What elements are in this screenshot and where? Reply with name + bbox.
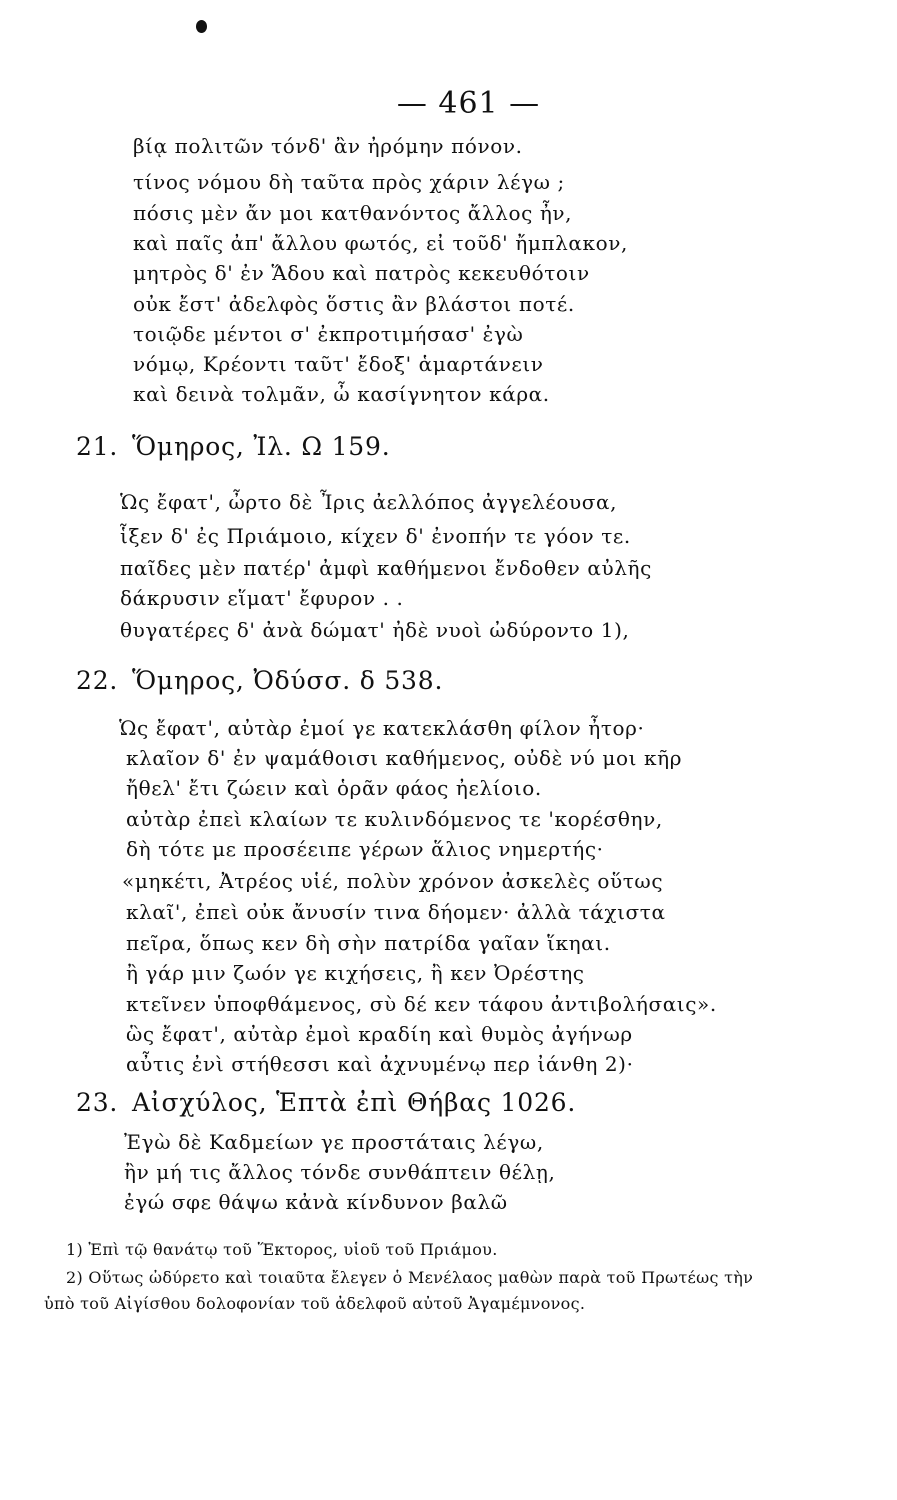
- verse-line: ἤθελ' ἔτι ζώειν καὶ ὁρᾶν φάος ἠελίοιο.: [126, 776, 542, 800]
- verse-line: Ὡς ἔφατ', αὐτὰρ ἐμοί γε κατεκλάσθη φίλον ἦτορ·: [119, 716, 645, 740]
- verse-line: βίᾳ πολιτῶν τόνδ' ἂν ἠρόμην πόνον.: [133, 134, 523, 158]
- verse-line: «μηκέτι, Ἀτρέος υἱέ, πολὺν χρόνον ἀσκελὲς οὕτως: [122, 869, 664, 893]
- verse-line: οὐκ ἔστ' ἀδελφὸς ὅστις ἂν βλάστοι ποτέ.: [133, 292, 575, 316]
- verse-line: κλαῖον δ' ἐν ψαμάθοισι καθήμενος, οὐδὲ νύ μοι κῆρ: [126, 746, 683, 770]
- section-heading-22: [76, 666, 443, 695]
- section-heading-21: [76, 432, 390, 461]
- verse-line: πεῖρα, ὅπως κεν δὴ σὴν πατρίδα γαῖαν ἵκηαι.: [126, 931, 611, 955]
- verse-line: δὴ τότε με προσέειπε γέρων ἅλιος νημερτής·: [126, 837, 604, 861]
- verse-line: καὶ παῖς ἀπ' ἄλλου φωτός, εἰ τοῦδ' ἤμπλακον,: [133, 231, 628, 255]
- section-heading-23: [76, 1088, 576, 1117]
- verse-line: δάκρυσιν εἵματ' ἔφυρον . .: [120, 586, 404, 610]
- verse-line: νόμῳ, Κρέοντι ταῦτ' ἔδοξ' ἁμαρτάνειν: [133, 352, 544, 376]
- footnote-2: 2) Οὕτως ὠδύρετο καὶ τοιαῦτα ἔλεγεν ὁ Μενέλαος μαθὼν παρὰ τοῦ Πρωτέως τὴν: [66, 1268, 754, 1287]
- verse-line: ἢ γάρ μιν ζωόν γε κιχήσεις, ἢ κεν Ὀρέστης: [126, 961, 585, 985]
- verse-line: κλαῖ', ἐπεὶ οὐκ ἄνυσίν τινα δήομεν· ἀλλὰ τάχιστα: [126, 900, 666, 924]
- verse-line: μητρὸς δ' ἐν Ἅδου καὶ πατρὸς κεκευθότοιν: [133, 261, 590, 285]
- verse-line: τοιῷδε μέντοι σ' ἐκπροτιμήσασ' ἐγὼ: [133, 322, 524, 346]
- section-title: Ὅμηρος, Ὀδύσσ. δ 538.: [132, 666, 444, 695]
- section-title: Ὅμηρος, Ἰλ. Ω 159.: [132, 432, 391, 461]
- verse-line: Ὡς ἔφατ', ὦρτο δὲ Ἶρις ἀελλόπος ἀγγελέουσα,: [120, 490, 618, 514]
- verse-line: καὶ δεινὰ τολμᾶν, ὦ κασίγνητον κάρα.: [133, 382, 550, 406]
- section-title: Αἰσχύλος, Ἑπτὰ ἐπὶ Θήβας 1026.: [132, 1088, 577, 1117]
- ink-speck: [196, 20, 207, 33]
- page-number: — 461 —: [396, 86, 541, 121]
- verse-line: κτεῖνεν ὑποφθάμενος, σὺ δέ κεν τάφου ἀντιβολήσαις».: [126, 992, 717, 1016]
- verse-line: αὖτις ἐνὶ στήθεσσι καὶ ἀχνυμένῳ περ ἰάνθη 2)·: [126, 1052, 634, 1076]
- verse-line: ὣς ἔφατ', αὐτὰρ ἐμοὶ κραδίη καὶ θυμὸς ἀγήνωρ: [126, 1022, 633, 1046]
- footnote-2-continuation: ὑπὸ τοῦ Αἰγίσθου δολοφονίαν τοῦ ἀδελφοῦ αὐτοῦ Ἀγαμέμνονος.: [44, 1294, 586, 1313]
- verse-line: ἐγώ σφε θάψω κἀνὰ κίνδυνον βαλῶ: [124, 1190, 508, 1214]
- verse-line: ἢν μή τις ἄλλος τόνδε συνθάπτειν θέλῃ,: [124, 1160, 556, 1184]
- verse-line: πόσις μὲν ἄν μοι κατθανόντος ἄλλος ἦν,: [133, 201, 573, 225]
- section-number: 22.: [76, 666, 119, 695]
- verse-line: αὐτὰρ ἐπεὶ κλαίων τε κυλινδόμενος τε 'κορέσθην,: [126, 807, 663, 831]
- verse-line: ἷξεν δ' ἐς Πριάμοιο, κίχεν δ' ἐνοπήν τε γόον τε.: [120, 524, 631, 548]
- verse-line: θυγατέρες δ' ἀνὰ δώματ' ἠδὲ νυοὶ ὠδύροντο 1),: [120, 618, 630, 642]
- section-number: 23.: [76, 1088, 119, 1117]
- verse-line: Ἐγὼ δὲ Καδμείων γε προστάταις λέγω,: [124, 1130, 544, 1154]
- verse-line: τίνος νόμου δὴ ταῦτα πρὸς χάριν λέγω ;: [133, 170, 565, 194]
- verse-line: παῖδες μὲν πατέρ' ἀμφὶ καθήμενοι ἔνδοθεν αὐλῆς: [120, 556, 652, 580]
- footnote-1: 1) Ἐπὶ τῷ θανάτῳ τοῦ Ἕκτορος, υἱοῦ τοῦ Πριάμου.: [66, 1240, 498, 1259]
- section-number: 21.: [76, 432, 119, 461]
